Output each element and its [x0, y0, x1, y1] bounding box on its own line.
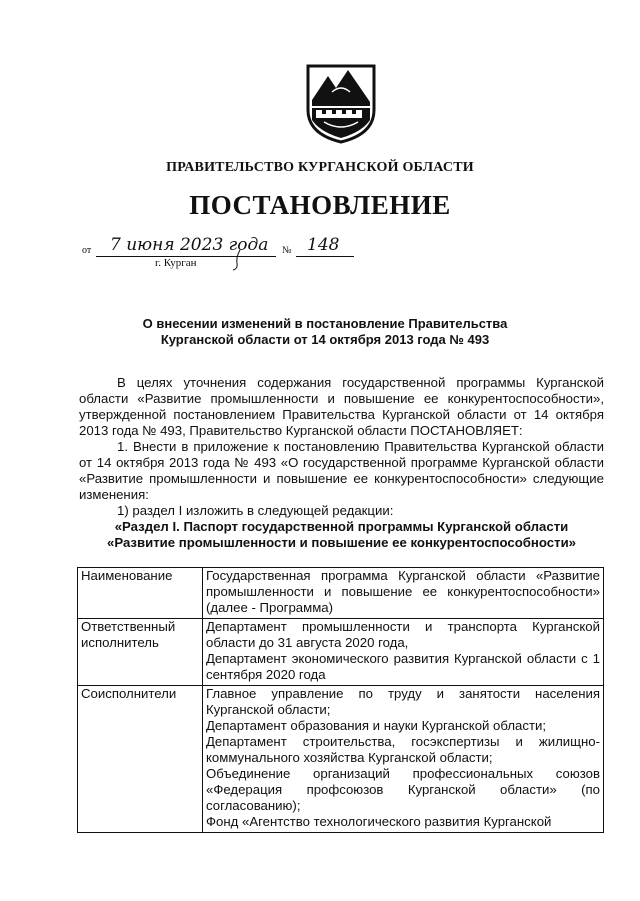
row-value-line: Департамент экономического развития Курганской области с 1 сентября 2020 года [206, 651, 600, 682]
handwritten-number: 148 [307, 235, 340, 255]
document-subject [100, 316, 550, 348]
body-paragraph: 1) раздел I изложить в следующей редакции: [117, 503, 394, 518]
body-paragraph: 1. Внести в приложение к постановлению Правительства Курганской области от 14 октября 2013 года № 493 «О государственной программе Курганской области «Развитие промышленности и повышение ее конкурентоспособности» следующие изменения: [79, 439, 604, 502]
table-row [78, 686, 604, 833]
number-prefix: № [282, 245, 292, 256]
row-value-line: Объединение организаций профессиональных союзов «Федерация профсоюзов Курганской области» (по согласованию); [206, 766, 600, 813]
document-body [79, 375, 604, 519]
date-prefix: от [82, 245, 92, 256]
city-label: г. Курган [155, 257, 197, 269]
row-value-line: Государственная программа Курганской области «Развитие промышленности и повышение ее конкурентоспособности» (далее - Программа) [206, 568, 600, 615]
section-title [79, 519, 604, 551]
subject-line-1: О внесении изменений в постановление Правительства [142, 316, 508, 331]
row-value [203, 619, 604, 686]
handwritten-stroke [230, 249, 244, 271]
number-underline [296, 256, 354, 257]
row-value-line: Фонд «Агентство технологического развития Курганской [206, 814, 552, 829]
row-label: Наименование [78, 568, 203, 619]
government-name: ПРАВИТЕЛЬСТВО КУРГАНСКОЙ ОБЛАСТИ [166, 160, 474, 175]
table-row [78, 568, 604, 619]
handwritten-date: 7 июня 2023 года [110, 235, 269, 255]
table-row [78, 619, 604, 686]
row-value-line: Департамент промышленности и транспорта Курганской области до 31 августа 2020 года, [206, 619, 600, 650]
program-passport-table [77, 567, 604, 833]
row-label: Соисполнители [78, 686, 203, 833]
section-title-line-1: «Раздел I. Паспорт государственной программы Курганской области [114, 519, 569, 534]
row-value [203, 686, 604, 833]
body-paragraph: В целях уточнения содержания государственной программы Курганской области «Развитие промышленности и повышение ее конкурентоспособности», утвержденной постановлением Правительства Курганской области от 14 октября 2013 года № 493, Правительство Курганской области ПОСТАНОВЛЯЕТ: [79, 375, 604, 438]
row-value-line: Департамент образования и науки Курганской области; [206, 718, 547, 733]
row-label: Ответственный исполнитель [78, 619, 203, 686]
row-value-line: Департамент строительства, госэкспертизы и жилищно-коммунального хозяйства Курганской области; [206, 734, 600, 765]
coat-of-arms-emblem [302, 62, 380, 144]
document-type-title: ПОСТАНОВЛЕНИЕ [189, 190, 451, 220]
row-value [203, 568, 604, 619]
section-title-line-2: «Развитие промышленности и повышение ее конкурентоспособности» [106, 535, 577, 550]
subject-line-2: Курганской области от 14 октября 2013 года № 493 [160, 332, 490, 347]
row-value-line: Главное управление по труду и занятости населения Курганской области; [206, 686, 600, 717]
